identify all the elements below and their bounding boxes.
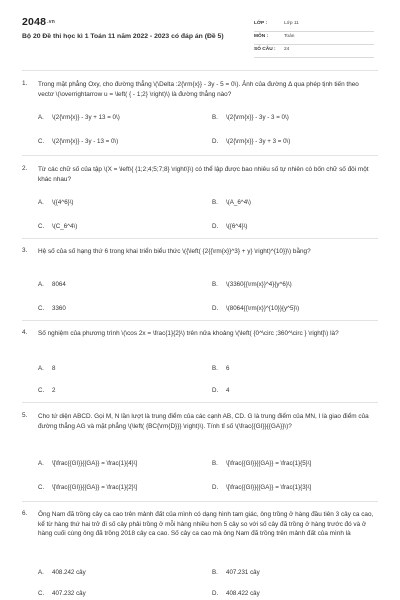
option-b[interactable]	[212, 281, 292, 288]
meta-row-class	[254, 19, 374, 32]
option-letter: D.	[212, 305, 219, 312]
question-number: 6.	[22, 510, 28, 517]
option-a[interactable]	[38, 199, 73, 206]
option-text: \(2{\rm{x}} - 3y - 13 = 0\)	[52, 138, 119, 145]
question-text: Từ các chữ số của tập \(X = \left\{ {1;2;4;5;7;8} \right\}\) có thể lập được bao nhiêu số tự nhiên có bốn chữ số đôi một khác nhau?	[38, 166, 369, 183]
option-letter: D.	[212, 387, 219, 394]
divider	[22, 238, 378, 239]
option-c[interactable]	[38, 590, 86, 597]
option-text: \(2{\rm{x}} - 3y - 3 = 0\)	[226, 114, 289, 121]
option-b[interactable]	[212, 569, 260, 576]
option-text: 407.232 cây	[52, 590, 86, 597]
question-number: 1.	[22, 80, 28, 87]
question-text: Trong mặt phẳng Oxy, cho đường thẳng \(\Delta :2{\rm{x}} - 3y - 5 = 0\). Ảnh của đường Δ qua phép tịnh tiến theo vectơ \(\overrightarrow u = \left( { - 1;2} \right)\) là đường thẳng nào?	[38, 81, 359, 98]
option-letter: A.	[38, 365, 44, 372]
option-text: \[\frac{{GI}}{{GA}} = \frac{1}{5}\]	[226, 460, 312, 467]
option-letter: C.	[38, 305, 45, 312]
option-letter: B.	[212, 569, 218, 576]
option-text: \[\frac{{GI}}{{GA}} = \frac{1}{2}\]	[52, 484, 138, 491]
meta-row-count	[254, 45, 374, 58]
logo-text: 2048	[22, 16, 47, 28]
divider	[22, 70, 378, 71]
option-d[interactable]	[212, 590, 260, 597]
option-letter: A.	[38, 460, 44, 467]
header	[0, 6, 400, 58]
option-letter: D.	[212, 138, 219, 145]
option-a[interactable]	[38, 460, 137, 467]
divider	[22, 155, 378, 156]
meta-key: LỚP :	[254, 21, 268, 26]
option-text: 8	[52, 365, 56, 372]
question-text: Hệ số của số hạng thứ 6 trong khai triển biểu thức \({\left( {2{{\rm{x}}^3} + y} \right)^{10}}\) bằng?	[38, 248, 311, 255]
meta-key: SỐ CÂU :	[254, 47, 276, 52]
option-d[interactable]	[212, 387, 229, 394]
option-letter: C.	[38, 484, 45, 491]
option-letter: A.	[38, 569, 44, 576]
option-b[interactable]	[212, 114, 289, 121]
option-letter: D.	[212, 484, 219, 491]
option-c[interactable]	[38, 223, 77, 230]
option-text: \(3360{{\rm{x}}^4}{y^6}\)	[226, 281, 292, 288]
option-a[interactable]	[38, 281, 66, 288]
option-letter: C.	[38, 387, 45, 394]
divider	[22, 501, 378, 502]
option-text: 4	[226, 387, 230, 394]
option-d[interactable]	[212, 138, 290, 145]
option-text: 3360	[52, 305, 66, 312]
option-letter: B.	[212, 460, 218, 467]
meta-value: Lớp 11	[284, 21, 299, 26]
question-number: 2.	[22, 165, 28, 172]
option-letter: A.	[38, 114, 44, 121]
option-letter: D.	[212, 223, 219, 230]
divider	[22, 402, 378, 403]
option-letter: B.	[212, 199, 218, 206]
option-letter: A.	[38, 281, 44, 288]
option-text: 408.422 cây	[226, 590, 260, 597]
option-c[interactable]	[38, 138, 118, 145]
option-b[interactable]	[212, 199, 251, 206]
logo-tld: .vn	[47, 19, 55, 26]
meta-value: Toán	[284, 34, 295, 39]
option-letter: C.	[38, 590, 45, 597]
option-d[interactable]	[212, 223, 247, 230]
option-b[interactable]	[212, 460, 311, 467]
option-letter: B.	[212, 114, 218, 121]
question-text: Cho tứ diện ABCD. Gọi M, N lần lượt là trung điểm của các cạnh AB, CD. G là trung điểm của MN, I là giao điểm của đường thẳng AG và mặt phẳng \(\left( {BC{\rm{D}}} \right)\). Tính tỉ số \(\frac{{GI}}{{GA}}\)?	[38, 413, 369, 430]
option-text: \({4^6}\)	[52, 199, 74, 206]
option-c[interactable]	[38, 387, 55, 394]
meta-key: MÔN :	[254, 34, 269, 39]
meta-value: 24	[284, 47, 290, 52]
site-logo[interactable]	[22, 16, 55, 28]
option-d[interactable]	[212, 305, 299, 312]
option-letter: A.	[38, 199, 44, 206]
option-text: \({6^4}\)	[226, 223, 248, 230]
option-b[interactable]	[212, 365, 229, 372]
option-a[interactable]	[38, 569, 86, 576]
option-text: 2	[52, 387, 56, 394]
option-text: 408.242 cây	[52, 569, 86, 576]
option-text: \(2{\rm{x}} - 3y + 13 = 0\)	[52, 114, 120, 121]
option-a[interactable]	[38, 365, 55, 372]
option-a[interactable]	[38, 114, 120, 121]
option-text: \(2{\rm{x}} - 3y + 3 = 0\)	[226, 138, 291, 145]
option-letter: C.	[38, 138, 45, 145]
question-text: Số nghiệm của phương trình \(\cos 2x = \frac{1}{2}\) trên nửa khoảng \(\left( {0^\circ ;360^\circ } \right]\) là?	[38, 330, 339, 337]
option-text: \(8064{{\rm{x}}^{10}}{y^5}\)	[226, 305, 300, 312]
option-text: 407.231 cây	[226, 569, 260, 576]
meta-table	[254, 19, 374, 58]
option-text: \[\frac{{GI}}{{GA}} = \frac{1}{4}\]	[52, 460, 138, 467]
option-letter: C.	[38, 223, 45, 230]
question-text: Ông Nam đã trồng cây ca cao trên mảnh đất của mình có dạng hình tam giác, ông trồng ở hàng đầu tiên 3 cây ca cao, kể từ hàng thứ hai trở đi số cây phải trồng ở mỗi hàng nhiều hơn 5 cây so với số cây đã trồng ở hàng trước đó và ở hàng cuối cùng ông đã trồng 2018 cây ca cao. Số cây ca cao mà ông Nam đã trồng trên mảnh đất của mình là	[38, 511, 374, 538]
option-text: 6	[226, 365, 230, 372]
option-letter: B.	[212, 281, 218, 288]
option-c[interactable]	[38, 484, 137, 491]
option-text: \[\frac{{GI}}{{GA}} = \frac{1}{3}\]	[226, 484, 312, 491]
option-text: \(A_6^4\)	[226, 199, 251, 206]
option-letter: B.	[212, 365, 218, 372]
question-number: 4.	[22, 329, 28, 336]
option-text: 8064	[52, 281, 66, 288]
question-number: 5.	[22, 412, 28, 419]
option-d[interactable]	[212, 484, 311, 491]
meta-row-subject	[254, 32, 374, 45]
document-title: Bộ 20 Đề thi học kì 1 Toán 11 năm 2022 - 2023 có đáp án (Đề 5)	[22, 33, 224, 40]
option-text: \(C_6^4\)	[52, 223, 78, 230]
question-number: 3.	[22, 247, 28, 254]
option-letter: D.	[212, 590, 219, 597]
option-c[interactable]	[38, 305, 66, 312]
divider	[22, 320, 378, 321]
